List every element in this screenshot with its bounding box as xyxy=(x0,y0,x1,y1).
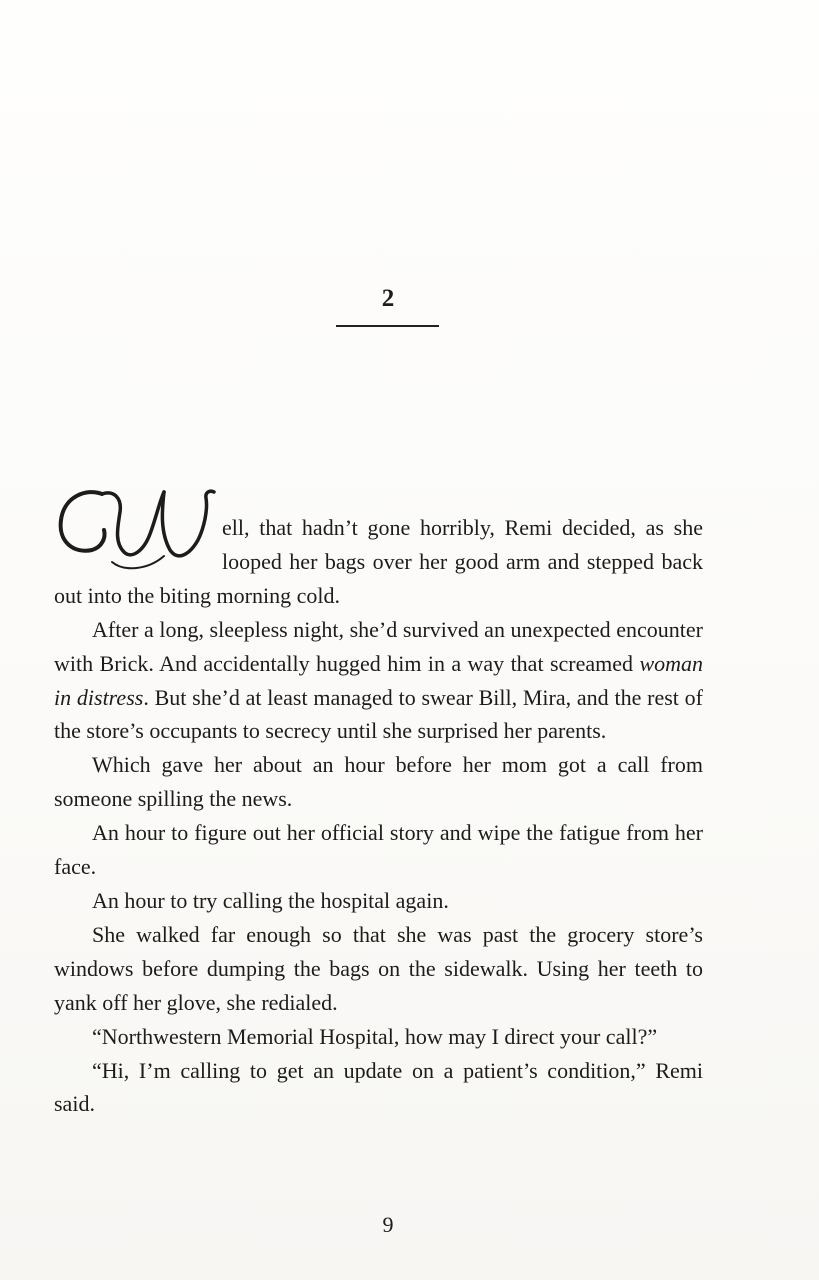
paragraph-text: . But she’d at least managed to swear Bill, Mira, and the rest of the store’s occupants to secrecy until she surprised her parents. xyxy=(54,684,704,744)
drop-cap-space xyxy=(54,511,222,573)
paragraph-text: After a long, sleepless night, she’d survived an unexpected encounter with Brick. And accidentally hugged him in a way that screamed xyxy=(54,616,703,676)
paragraph: “Hi, I’m calling to get an update on a patient’s condition,” Remi said. xyxy=(54,1057,703,1117)
paragraph: Which gave her about an hour before her mom got a call from someone spilling the news. xyxy=(54,752,703,812)
paragraph xyxy=(54,613,703,749)
emphasis-text: woman in distress xyxy=(54,650,703,710)
paragraph: “Northwestern Memorial Hospital, how may I direct your call?” xyxy=(92,1023,658,1049)
paragraph xyxy=(54,511,703,613)
page-number: 9 xyxy=(382,1212,394,1237)
paragraph-text: ell, that hadn’t gone horribly, Remi decided, as she looped her bags over her good arm and stepped back out into the biting morning cold. xyxy=(54,515,703,608)
paragraph: She walked far enough so that she was past the grocery store’s windows before dumping the bags on the sidewalk. Using her teeth to yank off her glove, she redialed. xyxy=(54,921,703,1015)
paragraph: An hour to figure out her official story and wipe the fatigue from her face. xyxy=(54,820,703,880)
body-text xyxy=(54,511,703,1121)
chapter-divider xyxy=(336,325,439,327)
chapter-number: 2 xyxy=(381,285,395,312)
paragraph: An hour to try calling the hospital again. xyxy=(92,887,449,913)
